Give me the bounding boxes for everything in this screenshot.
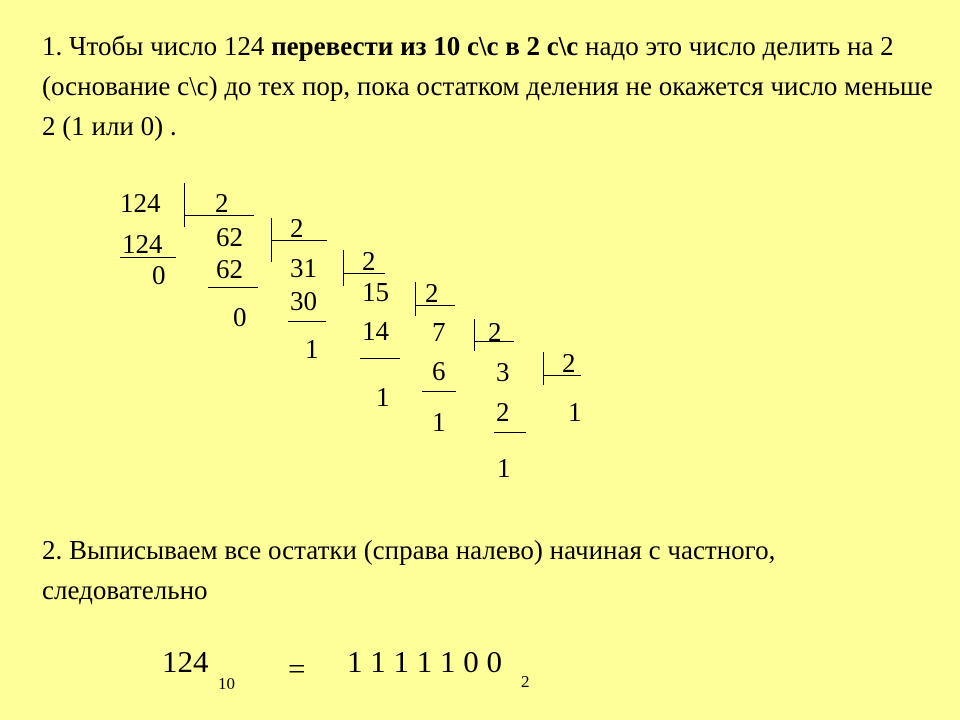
result-equals-sign: = xyxy=(288,651,306,686)
divisor-4: 2 xyxy=(425,278,439,308)
remainder-1-c: 1 xyxy=(432,407,446,437)
divisor-1: 2 xyxy=(215,188,229,218)
remainder-1-b: 1 xyxy=(376,382,390,412)
result-binary-number: 1 1 1 1 1 0 0 xyxy=(347,644,502,679)
quotient-3: 3 xyxy=(496,357,510,387)
quotient-1: 1 xyxy=(568,397,582,427)
product-30: 30 xyxy=(290,286,317,316)
remainder-0-a: 0 xyxy=(152,260,166,290)
divisor-3: 2 xyxy=(362,246,376,276)
quotient-62: 62 xyxy=(216,222,243,252)
product-6: 6 xyxy=(432,356,446,386)
dividend-124: 124 xyxy=(120,188,161,218)
divisor-5: 2 xyxy=(488,317,502,347)
step-1-rest: надо это число делить на 2 (основание с\с) до тех пор, пока остатком деления не окажется число меньше 2 (1 или 0) . xyxy=(42,31,933,141)
result-base-from: 10 xyxy=(218,674,235,693)
remainder-1-d: 1 xyxy=(497,453,511,483)
quotient-31: 31 xyxy=(290,253,317,283)
remainder-0-b: 0 xyxy=(233,302,247,332)
product-62: 62 xyxy=(216,254,243,284)
product-2: 2 xyxy=(496,397,510,427)
result-base-to: 2 xyxy=(521,672,530,691)
product-124: 124 xyxy=(122,229,163,259)
quotient-15: 15 xyxy=(362,277,389,307)
quotient-7: 7 xyxy=(432,317,446,347)
divisor-2: 2 xyxy=(290,213,304,243)
step-1-prefix: 1. Чтобы число 124 xyxy=(42,31,272,61)
divisor-6: 2 xyxy=(562,348,576,378)
result-decimal-number: 124 xyxy=(162,644,209,679)
step-2-paragraph: 2. Выписываем все остатки (справа налево) начиная с частного, следовательно xyxy=(42,535,776,605)
product-14: 14 xyxy=(362,316,389,346)
remainder-1-a: 1 xyxy=(305,334,319,364)
step-1-bold-phrase: перевести из 10 с\с в 2 с\с xyxy=(271,31,579,61)
